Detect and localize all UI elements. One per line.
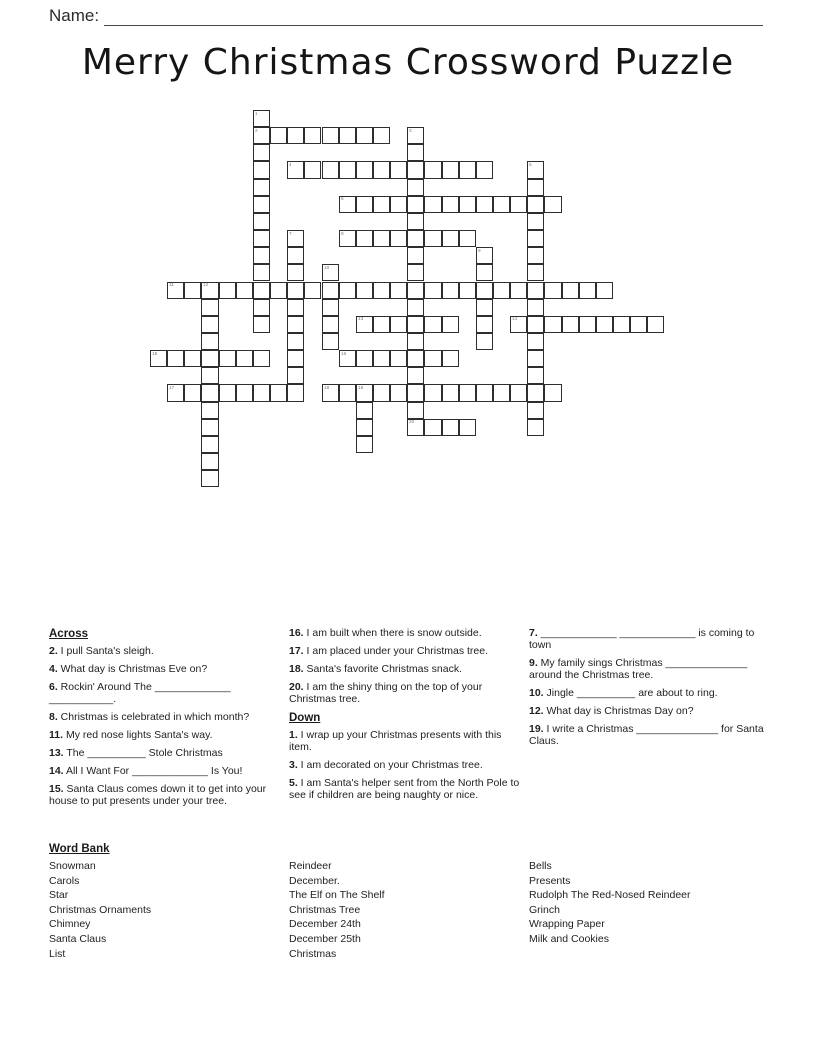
grid-cell[interactable] xyxy=(287,282,304,299)
grid-cell[interactable] xyxy=(476,161,493,178)
grid-cell[interactable] xyxy=(201,470,218,487)
grid-cell[interactable] xyxy=(253,316,270,333)
clue-12: 12. What day is Christmas Day on? xyxy=(529,705,694,717)
cell-number: 3 xyxy=(409,128,412,134)
grid-cell[interactable] xyxy=(596,316,613,333)
grid-cell[interactable] xyxy=(407,384,424,401)
word-bank-item: Wrapping Paper xyxy=(529,918,605,931)
cell-number: 2 xyxy=(254,128,258,134)
grid-cell[interactable] xyxy=(356,419,373,436)
grid-cell[interactable] xyxy=(493,282,510,299)
word-bank-item: Star xyxy=(49,889,69,902)
grid-cell[interactable] xyxy=(527,299,544,316)
grid-cell[interactable] xyxy=(201,402,218,419)
grid-cell[interactable] xyxy=(459,384,476,401)
grid-cell[interactable] xyxy=(390,161,407,178)
cell-number: 20 xyxy=(409,420,415,425)
across-heading: Across xyxy=(49,628,88,640)
cell-number: 10 xyxy=(323,265,329,271)
grid-cell[interactable] xyxy=(424,161,441,178)
clue-column xyxy=(49,627,284,813)
grid-cell[interactable] xyxy=(287,333,304,350)
grid-cell[interactable] xyxy=(322,161,339,178)
grid-cell[interactable] xyxy=(527,367,544,384)
grid-cell[interactable] xyxy=(407,367,424,384)
grid-cell[interactable] xyxy=(253,247,270,264)
grid-cell[interactable] xyxy=(544,282,561,299)
name-label: Name: xyxy=(49,6,100,25)
grid-cell[interactable] xyxy=(373,196,390,213)
cell-number: 16 xyxy=(340,351,346,357)
cell-number: 13 xyxy=(357,317,364,322)
word-bank-item: December 25th xyxy=(289,932,361,945)
cell-number: 14 xyxy=(512,317,518,322)
cell-number: 11 xyxy=(169,283,175,288)
word-bank-column xyxy=(49,859,284,961)
grid-cell[interactable] xyxy=(201,367,218,384)
grid-cell[interactable] xyxy=(562,316,579,333)
grid-cell[interactable] xyxy=(322,127,339,144)
grid-cell[interactable] xyxy=(407,144,424,161)
cell-number: 4 xyxy=(289,162,292,168)
grid-cell[interactable] xyxy=(527,247,544,264)
grid-cell[interactable] xyxy=(527,333,544,350)
grid-cell[interactable] xyxy=(356,350,373,367)
grid-cell[interactable] xyxy=(322,264,339,281)
grid-cell[interactable] xyxy=(253,230,270,247)
grid-cell[interactable] xyxy=(270,127,287,144)
cell-number: 17 xyxy=(169,385,175,391)
grid-cell[interactable] xyxy=(527,316,544,333)
word-bank-item: Christmas xyxy=(289,947,337,960)
grid-cell[interactable] xyxy=(270,282,287,299)
grid-cell[interactable] xyxy=(287,299,304,316)
grid-cell[interactable] xyxy=(407,247,424,264)
grid-cell[interactable] xyxy=(476,333,493,350)
grid-cell[interactable] xyxy=(527,196,544,213)
grid-cell[interactable] xyxy=(390,196,407,213)
grid-cell[interactable] xyxy=(373,161,390,178)
clue-3: 3. I am decorated on your Christmas tree. xyxy=(289,759,483,771)
clue-5: 5. I am Santa's helper sent from the North Pole to see if children are being naughty or nice. xyxy=(289,777,520,801)
grid-cell[interactable] xyxy=(322,316,339,333)
grid-cell[interactable] xyxy=(201,316,218,333)
grid-cell[interactable] xyxy=(442,282,459,299)
grid-cell[interactable] xyxy=(253,264,270,281)
grid-cell[interactable] xyxy=(356,230,373,247)
grid-cell[interactable] xyxy=(253,127,270,144)
page-title: Merry Christmas Crossword Puzzle xyxy=(81,42,735,83)
grid-cell[interactable] xyxy=(613,316,630,333)
grid-cell[interactable] xyxy=(236,350,253,367)
cell-number: 1 xyxy=(254,111,258,117)
grid-cell[interactable] xyxy=(579,282,596,299)
grid-cell[interactable] xyxy=(339,350,356,367)
grid-cell[interactable] xyxy=(424,316,441,333)
grid-cell[interactable] xyxy=(510,316,527,333)
grid-cell[interactable] xyxy=(201,299,218,316)
grid-cell[interactable] xyxy=(373,316,390,333)
grid-cell[interactable] xyxy=(304,282,321,299)
grid-cell[interactable] xyxy=(253,282,270,299)
grid-cell[interactable] xyxy=(579,316,596,333)
grid-cell[interactable] xyxy=(253,350,270,367)
word-bank-columns xyxy=(49,859,769,961)
grid-cell[interactable] xyxy=(527,384,544,401)
grid-cell[interactable] xyxy=(287,161,304,178)
grid-cell[interactable] xyxy=(201,436,218,453)
word-bank-item: Presents xyxy=(529,874,571,887)
grid-cell[interactable] xyxy=(424,350,441,367)
cell-number: 6 xyxy=(340,197,344,202)
grid-cell[interactable] xyxy=(527,213,544,230)
grid-cell[interactable] xyxy=(476,196,493,213)
grid-cell[interactable] xyxy=(253,144,270,161)
clue-11: 11. My red nose lights Santa's way. xyxy=(49,729,213,741)
grid-cell[interactable] xyxy=(356,402,373,419)
cell-number: 5 xyxy=(529,162,532,168)
grid-cell[interactable] xyxy=(322,299,339,316)
grid-cell[interactable] xyxy=(339,161,356,178)
clue-16: 16. I am built when there is snow outside. xyxy=(289,627,482,639)
grid-cell[interactable] xyxy=(407,127,424,144)
clue-17: 17. I am placed under your Christmas tree. xyxy=(289,645,489,657)
grid-cell[interactable] xyxy=(407,350,424,367)
clue-4: 4. What day is Christmas Eve on? xyxy=(49,663,208,675)
grid-cell[interactable] xyxy=(527,264,544,281)
grid-cell[interactable] xyxy=(253,384,270,401)
grid-cell[interactable] xyxy=(167,350,184,367)
grid-cell[interactable] xyxy=(253,161,270,178)
grid-cell[interactable] xyxy=(424,230,441,247)
cell-number: 19 xyxy=(357,385,364,391)
word-bank-item: Carols xyxy=(49,874,80,887)
word-bank-item: Christmas Tree xyxy=(289,903,361,916)
grid-cell[interactable] xyxy=(287,316,304,333)
grid-cell[interactable] xyxy=(322,333,339,350)
cell-number: 8 xyxy=(340,231,344,237)
grid-cell[interactable] xyxy=(442,419,459,436)
grid-cell[interactable] xyxy=(510,384,527,401)
grid-cell[interactable] xyxy=(339,282,356,299)
grid-cell[interactable] xyxy=(201,384,218,401)
grid-cell[interactable] xyxy=(459,419,476,436)
grid-cell[interactable] xyxy=(442,384,459,401)
grid-cell[interactable] xyxy=(527,230,544,247)
name-input-line[interactable] xyxy=(104,7,763,26)
grid-cell[interactable] xyxy=(527,282,544,299)
grid-cell[interactable] xyxy=(527,419,544,436)
grid-cell[interactable] xyxy=(339,127,356,144)
grid-cell[interactable] xyxy=(407,282,424,299)
clue-column xyxy=(289,627,524,813)
grid-cell[interactable] xyxy=(476,299,493,316)
grid-cell[interactable] xyxy=(493,196,510,213)
grid-cell[interactable] xyxy=(544,384,561,401)
grid-cell[interactable] xyxy=(424,419,441,436)
grid-cell[interactable] xyxy=(476,264,493,281)
clue-15: 15. Santa Claus comes down it to get into your house to put presents under your tree. xyxy=(49,783,267,807)
grid-cell[interactable] xyxy=(373,350,390,367)
grid-cell[interactable] xyxy=(390,230,407,247)
grid-cell[interactable] xyxy=(407,402,424,419)
grid-cell[interactable] xyxy=(407,213,424,230)
clues-section xyxy=(49,627,769,813)
grid-cell[interactable] xyxy=(510,282,527,299)
grid-cell[interactable] xyxy=(373,127,390,144)
grid-cell[interactable] xyxy=(219,282,236,299)
grid-cell[interactable] xyxy=(442,316,459,333)
grid-cell[interactable] xyxy=(407,161,424,178)
grid-cell[interactable] xyxy=(459,161,476,178)
cell-number: 7 xyxy=(289,231,292,237)
clue-20: 20. I am the shiny thing on the top of your Christmas tree. xyxy=(289,681,483,705)
cell-number: 15 xyxy=(152,351,158,357)
grid-cell[interactable] xyxy=(596,282,613,299)
grid-cell[interactable] xyxy=(442,230,459,247)
word-bank-item: Milk and Cookies xyxy=(529,932,609,945)
grid-cell[interactable] xyxy=(201,453,218,470)
clue-1: 1. I wrap up your Christmas presents with this item. xyxy=(289,729,502,753)
word-bank-item: Santa Claus xyxy=(49,932,107,945)
grid-cell[interactable] xyxy=(236,384,253,401)
grid-cell[interactable] xyxy=(510,196,527,213)
grid-cell[interactable] xyxy=(424,384,441,401)
grid-cell[interactable] xyxy=(527,350,544,367)
grid-cell[interactable] xyxy=(219,350,236,367)
grid-cell[interactable] xyxy=(424,282,441,299)
name-row xyxy=(49,6,763,26)
grid-cell[interactable] xyxy=(356,436,373,453)
word-bank-item: Reindeer xyxy=(289,860,332,872)
grid-cell[interactable] xyxy=(339,230,356,247)
grid-cell[interactable] xyxy=(476,247,493,264)
clue-18: 18. Santa's favorite Christmas snack. xyxy=(289,663,463,675)
grid-cell[interactable] xyxy=(253,299,270,316)
grid-cell[interactable] xyxy=(287,384,304,401)
grid-cell[interactable] xyxy=(287,230,304,247)
grid-cell[interactable] xyxy=(356,127,373,144)
clue-6: 6. Rockin' Around The _____________ ___________. xyxy=(49,681,231,705)
grid-cell[interactable] xyxy=(253,110,270,127)
grid-cell[interactable] xyxy=(287,247,304,264)
grid-cell[interactable] xyxy=(339,384,356,401)
grid-cell[interactable] xyxy=(184,384,201,401)
clue-9: 9. My family sings Christmas ______________ around the Christmas tree. xyxy=(529,657,748,681)
grid-cell[interactable] xyxy=(459,282,476,299)
grid-cell[interactable] xyxy=(201,419,218,436)
grid-cell[interactable] xyxy=(407,179,424,196)
grid-cell[interactable] xyxy=(373,230,390,247)
grid-cell[interactable] xyxy=(167,384,184,401)
grid-cell[interactable] xyxy=(407,419,424,436)
grid-cell[interactable] xyxy=(407,316,424,333)
word-bank-heading: Word Bank xyxy=(49,843,110,855)
grid-cell[interactable] xyxy=(322,282,339,299)
grid-cell[interactable] xyxy=(407,230,424,247)
grid-cell[interactable] xyxy=(322,384,339,401)
grid-cell[interactable] xyxy=(219,384,236,401)
grid-cell[interactable] xyxy=(407,264,424,281)
grid-cell[interactable] xyxy=(424,196,441,213)
word-bank-column xyxy=(289,859,524,961)
grid-cell[interactable] xyxy=(184,282,201,299)
grid-cell[interactable] xyxy=(339,196,356,213)
grid-cell[interactable] xyxy=(527,402,544,419)
word-bank-item: The Elf on The Shelf xyxy=(289,889,385,902)
grid-cell[interactable] xyxy=(476,316,493,333)
grid-cell[interactable] xyxy=(201,350,218,367)
grid-cell[interactable] xyxy=(201,282,218,299)
clue-8: 8. Christmas is celebrated in which month? xyxy=(49,711,250,723)
grid-cell[interactable] xyxy=(459,230,476,247)
grid-cell[interactable] xyxy=(287,127,304,144)
grid-cell[interactable] xyxy=(562,282,579,299)
grid-cell[interactable] xyxy=(253,213,270,230)
grid-cell[interactable] xyxy=(544,196,561,213)
word-bank-item: December. xyxy=(289,874,340,887)
word-bank-item: Grinch xyxy=(529,903,560,916)
word-bank-section xyxy=(49,842,769,961)
grid-cell[interactable] xyxy=(270,384,287,401)
grid-cell[interactable] xyxy=(373,282,390,299)
word-bank-item: Christmas Ornaments xyxy=(49,903,152,916)
grid-cell[interactable] xyxy=(236,282,253,299)
word-bank-item: Bells xyxy=(529,860,552,872)
grid-cell[interactable] xyxy=(201,333,218,350)
grid-cell[interactable] xyxy=(373,384,390,401)
grid-cell[interactable] xyxy=(407,196,424,213)
clue-14: 14. All I Want For _____________ Is You! xyxy=(49,765,243,777)
grid-cell[interactable] xyxy=(356,384,373,401)
grid-cell[interactable] xyxy=(253,196,270,213)
grid-cell[interactable] xyxy=(390,316,407,333)
grid-cell[interactable] xyxy=(407,333,424,350)
cell-number: 12 xyxy=(203,283,209,288)
grid-cell[interactable] xyxy=(647,316,664,333)
cell-number: 18 xyxy=(323,385,329,391)
grid-cell[interactable] xyxy=(527,161,544,178)
grid-cell[interactable] xyxy=(390,384,407,401)
grid-cell[interactable] xyxy=(407,299,424,316)
grid-cell[interactable] xyxy=(287,350,304,367)
word-bank-item: December 24th xyxy=(289,918,361,931)
grid-cell[interactable] xyxy=(253,179,270,196)
grid-cell[interactable] xyxy=(304,161,321,178)
down-heading: Down xyxy=(289,712,321,724)
clue-19: 19. I write a Christmas ______________ for Santa Claus. xyxy=(529,723,764,747)
grid-cell[interactable] xyxy=(184,350,201,367)
grid-cell[interactable] xyxy=(287,264,304,281)
word-bank-column xyxy=(529,859,764,961)
word-bank-item: Chimney xyxy=(49,918,91,931)
grid-cell[interactable] xyxy=(304,127,321,144)
grid-cell[interactable] xyxy=(356,161,373,178)
word-bank-item: List xyxy=(49,947,66,960)
grid-cell[interactable] xyxy=(476,282,493,299)
clue-column xyxy=(529,627,764,813)
clue-7: 7. _____________ _____________ is coming to town xyxy=(529,627,755,651)
grid-cell[interactable] xyxy=(476,384,493,401)
clue-13: 13. The __________ Stole Christmas xyxy=(49,747,223,759)
grid-cell[interactable] xyxy=(442,161,459,178)
grid-cell[interactable] xyxy=(287,367,304,384)
cell-number: 9 xyxy=(477,248,481,254)
grid-cell[interactable] xyxy=(390,282,407,299)
grid-cell[interactable] xyxy=(356,196,373,213)
grid-cell[interactable] xyxy=(167,282,184,299)
grid-cell[interactable] xyxy=(442,196,459,213)
word-bank-item: Rudolph The Red-Nosed Reindeer xyxy=(529,889,691,902)
grid-cell[interactable] xyxy=(459,196,476,213)
clue-2: 2. I pull Santa's sleigh. xyxy=(49,645,154,657)
word-bank-item: Snowman xyxy=(49,860,96,872)
grid-cell[interactable] xyxy=(356,282,373,299)
grid-cell[interactable] xyxy=(493,384,510,401)
grid-cell[interactable] xyxy=(390,350,407,367)
grid-cell[interactable] xyxy=(150,350,167,367)
grid-cell[interactable] xyxy=(356,316,373,333)
grid-cell[interactable] xyxy=(442,350,459,367)
grid-cell[interactable] xyxy=(630,316,647,333)
grid-cell[interactable] xyxy=(527,179,544,196)
clue-10: 10. Jingle __________ are about to ring. xyxy=(529,687,718,699)
grid-cell[interactable] xyxy=(544,316,561,333)
